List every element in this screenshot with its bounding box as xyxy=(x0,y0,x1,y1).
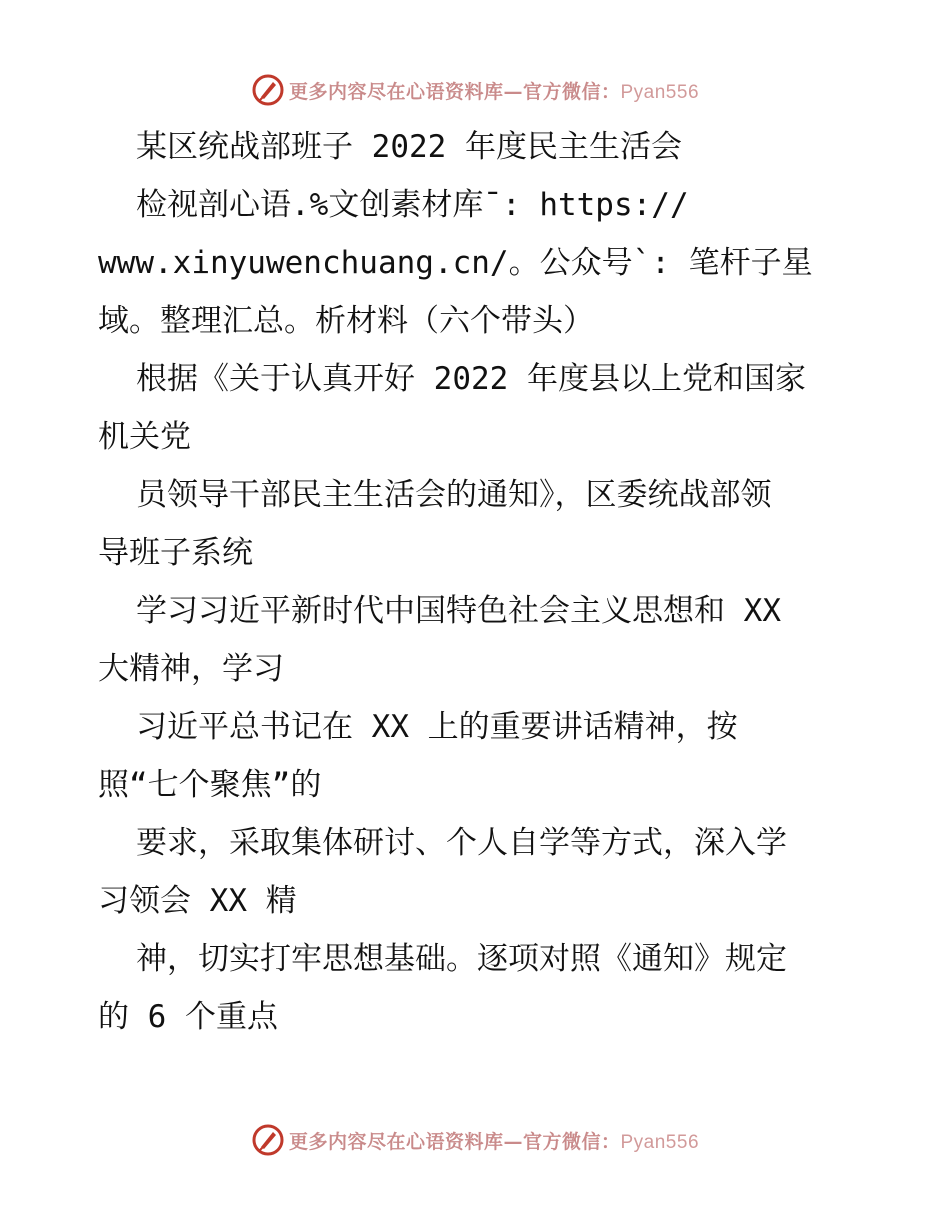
watermark-text: 更多内容尽在心语资料库—官方微信：Pyan556 xyxy=(288,80,700,103)
quill-circle-icon xyxy=(251,73,285,107)
text-line: 检视剖心语.%文创素材库¯: https:// xyxy=(136,187,689,223)
text-line: 要求，采取集体研讨、个人自学等方式，深入学 xyxy=(136,825,787,861)
header-watermark xyxy=(0,70,950,110)
text-line: 大精神，学习 xyxy=(98,651,284,687)
text-line: 机关党 xyxy=(98,419,191,455)
quill-circle-icon xyxy=(251,1123,285,1157)
text-line: 习领会 XX 精 xyxy=(98,883,297,919)
text-line: 员领导干部民主生活会的通知》，区委统战部领 xyxy=(136,477,772,513)
document-body xyxy=(98,118,858,1046)
text-line: 照“七个聚焦”的 xyxy=(98,767,322,803)
text-line: 习近平总书记在 XX 上的重要讲话精神，按 xyxy=(136,709,738,745)
text-line: www.xinyuwenchuang.cn/。公众号`: 笔杆子星 xyxy=(98,245,813,281)
footer-watermark xyxy=(0,1120,950,1160)
text-line: 某区统战部班子 2022 年度民主生活会 xyxy=(136,129,682,165)
text-line: 导班子系统 xyxy=(98,535,253,571)
text-line: 学习习近平新时代中国特色社会主义思想和 XX xyxy=(136,593,781,629)
text-line: 域。整理汇总。析材料（六个带头） xyxy=(98,303,594,339)
text-line: 神，切实打牢思想基础。逐项对照《通知》规定 xyxy=(136,941,787,977)
text-line: 的 6 个重点 xyxy=(98,999,278,1035)
watermark-text: 更多内容尽在心语资料库—官方微信：Pyan556 xyxy=(288,1130,700,1153)
text-line: 根据《关于认真开好 2022 年度县以上党和国家 xyxy=(136,361,806,397)
